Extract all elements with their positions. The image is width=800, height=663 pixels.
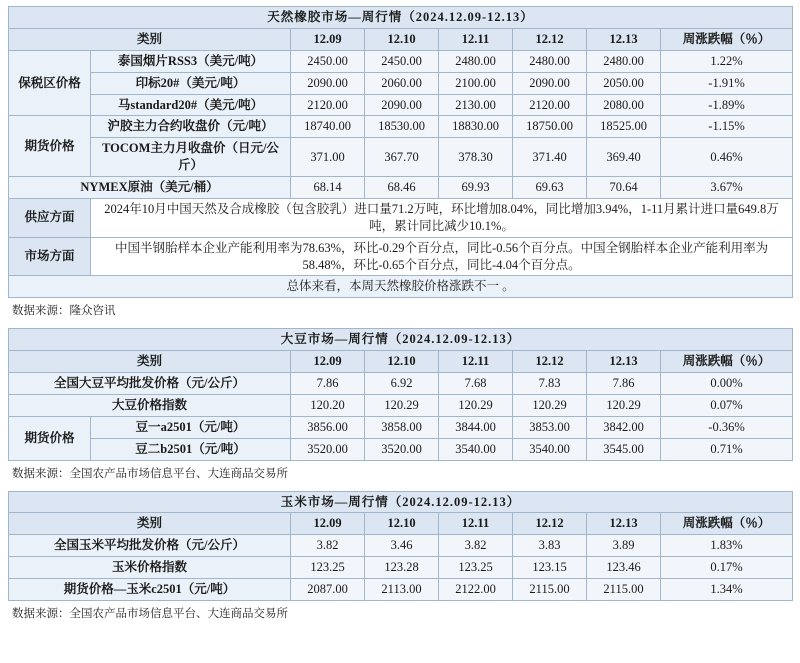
row-label-nymex: NYMEX原油（美元/桶） xyxy=(9,177,291,199)
column-header-d3: 12.11 xyxy=(439,351,513,373)
cell-value: 3540.00 xyxy=(439,438,513,460)
cell-value: 3842.00 xyxy=(587,416,661,438)
table-row xyxy=(9,416,793,438)
cell-change: 0.46% xyxy=(661,138,793,177)
soybean-market-table xyxy=(8,328,793,460)
cell-value: 2120.00 xyxy=(291,94,365,116)
cell-value: 7.86 xyxy=(291,373,365,395)
cell-value: 2115.00 xyxy=(587,579,661,601)
cell-value: 3.83 xyxy=(513,535,587,557)
column-header-category: 类别 xyxy=(9,351,291,373)
table-row xyxy=(9,72,793,94)
column-header-d4: 12.12 xyxy=(513,351,587,373)
cell-value: 3853.00 xyxy=(513,416,587,438)
cell-value: 123.15 xyxy=(513,557,587,579)
cell-value: 123.25 xyxy=(291,557,365,579)
table-row xyxy=(9,138,793,177)
cell-value: 6.92 xyxy=(365,373,439,395)
cell-value: 2122.00 xyxy=(439,579,513,601)
table-row xyxy=(9,116,793,138)
cell-value: 18530.00 xyxy=(365,116,439,138)
table-row xyxy=(9,394,793,416)
column-header-d5: 12.13 xyxy=(587,513,661,535)
cell-value: 70.64 xyxy=(587,177,661,199)
cell-value: 69.63 xyxy=(513,177,587,199)
cell-value: 3844.00 xyxy=(439,416,513,438)
column-header-category: 类别 xyxy=(9,28,291,50)
table-row xyxy=(9,50,793,72)
row-label: 期货价格—玉米c2501（元/吨） xyxy=(9,579,291,601)
cell-value: 2480.00 xyxy=(587,50,661,72)
table-header-row xyxy=(9,28,793,50)
row-label: 豆一a2501（元/吨） xyxy=(91,416,291,438)
cell-value: 7.86 xyxy=(587,373,661,395)
cell-value: 371.00 xyxy=(291,138,365,177)
table-row xyxy=(9,438,793,460)
cell-value: 3520.00 xyxy=(365,438,439,460)
group-label-futures-price: 期货价格 xyxy=(9,116,91,177)
column-header-d2: 12.10 xyxy=(365,28,439,50)
table-row xyxy=(9,94,793,116)
column-header-d3: 12.11 xyxy=(439,513,513,535)
table-row xyxy=(9,557,793,579)
cell-value: 120.20 xyxy=(291,394,365,416)
cell-value: 18830.00 xyxy=(439,116,513,138)
table-header-row xyxy=(9,351,793,373)
cell-value: 367.70 xyxy=(365,138,439,177)
table-header-row xyxy=(9,513,793,535)
cell-value: 2130.00 xyxy=(439,94,513,116)
source-note: 数据来源：全国农产品市场信息平台、大连商品交易所 xyxy=(12,607,288,620)
summary-text: 总体来看，本周天然橡胶价格涨跌不一 。 xyxy=(9,276,793,298)
narrative-label-market: 市场方面 xyxy=(9,237,91,276)
column-header-d1: 12.09 xyxy=(291,513,365,535)
rubber-market-block xyxy=(8,6,792,318)
cell-value: 2050.00 xyxy=(587,72,661,94)
table-title: 天然橡胶市场—周行情（2024.12.09-12.13） xyxy=(9,7,793,29)
narrative-row-supply xyxy=(9,198,793,237)
cell-value: 2060.00 xyxy=(365,72,439,94)
column-header-category: 类别 xyxy=(9,513,291,535)
table-title-row xyxy=(9,329,793,351)
source-note: 数据来源：隆众咨讯 xyxy=(12,305,116,318)
cell-value: 2090.00 xyxy=(365,94,439,116)
cell-change: 1.22% xyxy=(661,50,793,72)
cell-value: 2120.00 xyxy=(513,94,587,116)
row-label: 马standard20#（美元/吨） xyxy=(91,94,291,116)
cell-value: 120.29 xyxy=(439,394,513,416)
cell-value: 2090.00 xyxy=(291,72,365,94)
cell-value: 18740.00 xyxy=(291,116,365,138)
table-title: 玉米市场—周行情（2024.12.09-12.13） xyxy=(9,491,793,513)
cell-value: 120.29 xyxy=(513,394,587,416)
row-label: 泰国烟片RSS3（美元/吨） xyxy=(91,50,291,72)
column-header-d5: 12.13 xyxy=(587,28,661,50)
row-label: 沪胶主力合约收盘价（元/吨） xyxy=(91,116,291,138)
table-row xyxy=(9,373,793,395)
group-label-bonded-price: 保税区价格 xyxy=(9,50,91,116)
cell-change: 0.17% xyxy=(661,557,793,579)
cell-change: 0.07% xyxy=(661,394,793,416)
cell-value: 2100.00 xyxy=(439,72,513,94)
table-title: 大豆市场—周行情（2024.12.09-12.13） xyxy=(9,329,793,351)
cell-change: 0.00% xyxy=(661,373,793,395)
cell-change: 1.83% xyxy=(661,535,793,557)
cell-change: -1.89% xyxy=(661,94,793,116)
column-header-change: 周涨跌幅（％） xyxy=(661,513,793,535)
soybean-market-block xyxy=(8,328,792,480)
table-title-row xyxy=(9,491,793,513)
row-label: 玉米价格指数 xyxy=(9,557,291,579)
cell-value: 7.68 xyxy=(439,373,513,395)
cell-value: 2090.00 xyxy=(513,72,587,94)
column-header-change: 周涨跌幅（％） xyxy=(661,351,793,373)
cell-value: 369.40 xyxy=(587,138,661,177)
cell-value: 3540.00 xyxy=(513,438,587,460)
group-label-futures-price: 期货价格 xyxy=(9,416,91,460)
narrative-label-supply: 供应方面 xyxy=(9,198,91,237)
cell-value: 3.89 xyxy=(587,535,661,557)
row-label: 印标20#（美元/吨） xyxy=(91,72,291,94)
narrative-row-market xyxy=(9,237,793,276)
corn-market-table xyxy=(8,491,793,601)
column-header-d4: 12.12 xyxy=(513,513,587,535)
row-label: 大豆价格指数 xyxy=(9,394,291,416)
cell-value: 120.29 xyxy=(587,394,661,416)
cell-value: 2450.00 xyxy=(291,50,365,72)
table-row xyxy=(9,177,793,199)
column-header-d3: 12.11 xyxy=(439,28,513,50)
column-header-d2: 12.10 xyxy=(365,351,439,373)
cell-change: 3.67% xyxy=(661,177,793,199)
narrative-text-market: 中国半钢胎样本企业产能利用率为78.63%，环比-0.29个百分点，同比-0.56个百分点。中国全钢胎样本企业产能利用率为58.48%，环比-0.65个百分点，同比-4.04个百分点。 xyxy=(91,237,793,276)
column-header-d1: 12.09 xyxy=(291,28,365,50)
summary-row xyxy=(9,276,793,298)
cell-value: 123.28 xyxy=(365,557,439,579)
column-header-d4: 12.12 xyxy=(513,28,587,50)
cell-change: -1.15% xyxy=(661,116,793,138)
cell-value: 120.29 xyxy=(365,394,439,416)
row-label: 豆二b2501（元/吨） xyxy=(91,438,291,460)
cell-value: 3520.00 xyxy=(291,438,365,460)
cell-value: 68.14 xyxy=(291,177,365,199)
cell-value: 3545.00 xyxy=(587,438,661,460)
cell-value: 3.82 xyxy=(439,535,513,557)
row-label: 全国大豆平均批发价格（元/公斤） xyxy=(9,373,291,395)
cell-value: 2080.00 xyxy=(587,94,661,116)
cell-value: 2450.00 xyxy=(365,50,439,72)
cell-value: 18750.00 xyxy=(513,116,587,138)
source-note: 数据来源：全国农产品市场信息平台、大连商品交易所 xyxy=(12,467,288,480)
column-header-change: 周涨跌幅（％） xyxy=(661,28,793,50)
cell-value: 378.30 xyxy=(439,138,513,177)
cell-value: 18525.00 xyxy=(587,116,661,138)
cell-value: 3.46 xyxy=(365,535,439,557)
cell-value: 2115.00 xyxy=(513,579,587,601)
rubber-market-table xyxy=(8,6,793,298)
column-header-d1: 12.09 xyxy=(291,351,365,373)
table-row xyxy=(9,579,793,601)
cell-value: 7.83 xyxy=(513,373,587,395)
cell-change: -1.91% xyxy=(661,72,793,94)
cell-value: 68.46 xyxy=(365,177,439,199)
corn-market-block xyxy=(8,491,792,621)
cell-value: 69.93 xyxy=(439,177,513,199)
cell-value: 371.40 xyxy=(513,138,587,177)
cell-value: 2480.00 xyxy=(513,50,587,72)
column-header-d2: 12.10 xyxy=(365,513,439,535)
cell-value: 123.46 xyxy=(587,557,661,579)
column-header-d5: 12.13 xyxy=(587,351,661,373)
cell-value: 2480.00 xyxy=(439,50,513,72)
cell-value: 123.25 xyxy=(439,557,513,579)
cell-value: 2087.00 xyxy=(291,579,365,601)
row-label: TOCOM主力月收盘价（日元/公斤） xyxy=(91,138,291,177)
cell-change: 1.34% xyxy=(661,579,793,601)
cell-value: 3858.00 xyxy=(365,416,439,438)
cell-change: -0.36% xyxy=(661,416,793,438)
narrative-text-supply: 2024年10月中国天然及合成橡胶（包含胶乳）进口量71.2万吨，环比增加8.04%，同比增加3.94%，1-11月累计进口量649.8万吨，累计同比减少10.1%。 xyxy=(91,198,793,237)
table-row xyxy=(9,535,793,557)
cell-change: 0.71% xyxy=(661,438,793,460)
cell-value: 3856.00 xyxy=(291,416,365,438)
cell-value: 3.82 xyxy=(291,535,365,557)
cell-value: 2113.00 xyxy=(365,579,439,601)
table-title-row xyxy=(9,7,793,29)
row-label: 全国玉米平均批发价格（元/公斤） xyxy=(9,535,291,557)
